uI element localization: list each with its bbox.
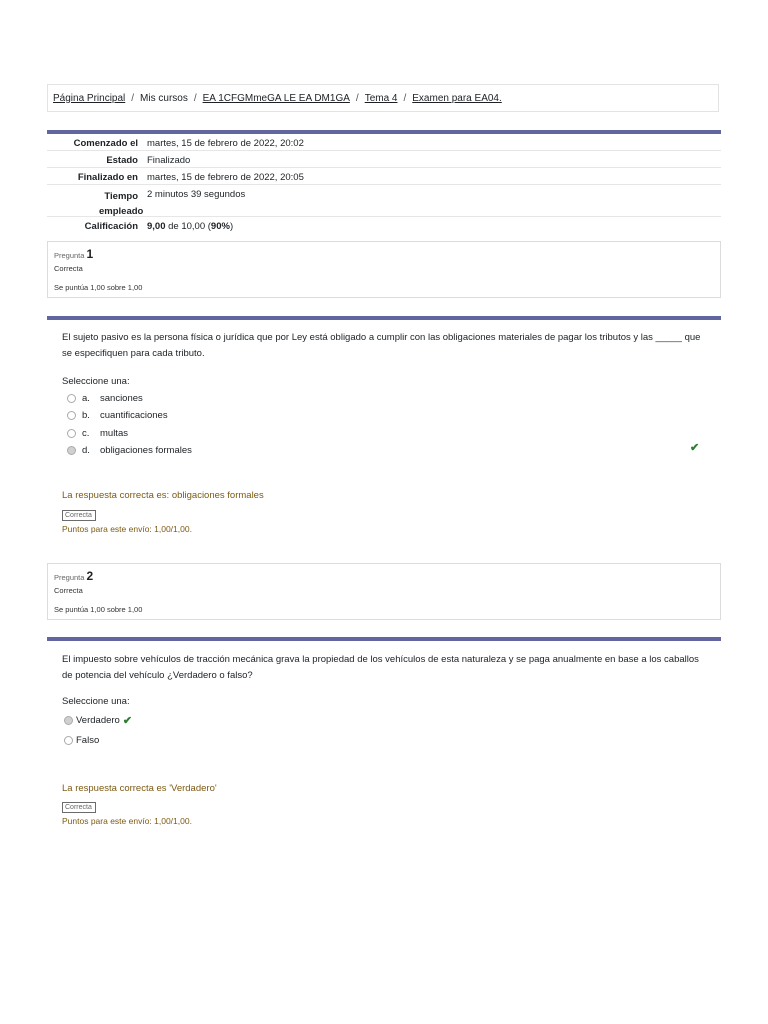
- option-text: cuantificaciones: [100, 410, 168, 421]
- radio-button-selected[interactable]: [67, 446, 76, 455]
- option-letter: a.: [82, 393, 90, 404]
- option-text: sanciones: [100, 393, 143, 404]
- question-status: Correcta: [54, 586, 83, 595]
- summary-value: martes, 15 de febrero de 2022, 20:05: [147, 172, 304, 183]
- status-badge: Correcta: [62, 510, 96, 521]
- question-text: El sujeto pasivo es la persona física o jurídica que por Ley está obligado a cumplir con las obligaciones materiales de pagar los tributos y las _____ que se especifiquen para cada tributo.: [62, 332, 701, 359]
- option-letter: d.: [82, 445, 90, 456]
- correct-check-icon: ✔: [122, 715, 133, 727]
- question-number: 1: [86, 247, 94, 261]
- breadcrumb-course-link[interactable]: EA 1CFGMmeGA LE EA DM1GA: [202, 92, 350, 104]
- option-letter: c.: [82, 428, 90, 439]
- breadcrumb-topic-link[interactable]: Tema 4: [364, 92, 398, 104]
- question-heading: [54, 247, 714, 261]
- grade-percent: 90%: [210, 221, 230, 232]
- summary-value: [147, 217, 233, 235]
- points-feedback: Puntos para este envío: 1,00/1,00.: [62, 524, 192, 534]
- summary-row-finished: [47, 168, 721, 185]
- radio-button[interactable]: [67, 394, 76, 403]
- option-text: Falso: [76, 735, 100, 746]
- question-body-1: [47, 316, 721, 536]
- question-heading: [54, 569, 714, 583]
- question-status: Correcta: [54, 264, 83, 273]
- breadcrumb-separator: /: [193, 92, 197, 104]
- summary-row-grade: [47, 217, 721, 235]
- summary-row-time: [47, 185, 721, 217]
- option-text: Verdadero: [76, 715, 120, 726]
- summary-label: Calificación: [84, 221, 138, 232]
- breadcrumb-exam-link[interactable]: Examen para EA04.: [412, 92, 502, 104]
- right-answer-feedback: La respuesta correcta es: obligaciones formales: [62, 490, 264, 501]
- answer-option-c[interactable]: [67, 428, 128, 439]
- summary-label: Tiempo empleado: [99, 191, 144, 217]
- question-score: Se puntúa 1,00 sobre 1,00: [54, 605, 143, 614]
- attempt-summary-table: [47, 130, 721, 235]
- summary-value: martes, 15 de febrero de 2022, 20:02: [147, 138, 304, 149]
- grade-close: ): [229, 221, 234, 232]
- question-number: 2: [86, 569, 94, 583]
- right-answer-feedback: La respuesta correcta es 'Verdadero': [62, 783, 217, 794]
- question-info-1: [47, 241, 721, 298]
- summary-label: Finalizado en: [77, 172, 138, 183]
- radio-button[interactable]: [67, 429, 76, 438]
- answer-option-false[interactable]: [64, 735, 99, 746]
- grade-max: de 10,00 (: [165, 221, 211, 232]
- radio-button[interactable]: [67, 411, 76, 420]
- summary-label: Comenzado el: [73, 138, 138, 149]
- answer-option-true[interactable]: [64, 714, 132, 727]
- grade-value: 9,00: [147, 221, 166, 232]
- answer-option-d[interactable]: [67, 445, 192, 456]
- status-badge: Correcta: [62, 802, 96, 813]
- question-label: Pregunta: [54, 573, 85, 582]
- question-label: Pregunta: [54, 251, 85, 260]
- option-text: obligaciones formales: [100, 445, 192, 456]
- summary-row-started: [47, 134, 721, 151]
- question-prompt: Seleccione una:: [62, 696, 130, 707]
- radio-button[interactable]: [64, 736, 73, 745]
- points-feedback: Puntos para este envío: 1,00/1,00.: [62, 816, 192, 826]
- correct-check-icon: ✔: [690, 442, 700, 454]
- breadcrumb-home-link[interactable]: Página Principal: [53, 92, 126, 104]
- option-letter: b.: [82, 410, 90, 421]
- breadcrumb-separator: /: [131, 92, 135, 104]
- breadcrumb-separator: /: [403, 92, 407, 104]
- question-info-2: [47, 563, 721, 620]
- answer-option-a[interactable]: [67, 393, 143, 404]
- question-score: Se puntúa 1,00 sobre 1,00: [54, 283, 143, 292]
- answer-option-b[interactable]: [67, 410, 168, 421]
- question-text: El impuesto sobre vehículos de tracción mecánica grava la propiedad de los vehículos de esta naturaleza y se paga anualmente en base a los caballos de potencia del vehículo ¿Verdadero o falso?: [62, 654, 699, 681]
- summary-value: Finalizado: [147, 155, 191, 166]
- option-text: multas: [100, 428, 128, 439]
- question-body-2: [47, 637, 721, 837]
- question-prompt: Seleccione una:: [62, 376, 130, 387]
- summary-value: 2 minutos 39 segundos: [147, 189, 246, 200]
- summary-label: Estado: [106, 155, 138, 166]
- breadcrumb: [47, 84, 719, 112]
- summary-row-state: [47, 151, 721, 168]
- breadcrumb-separator: /: [355, 92, 359, 104]
- breadcrumb-my-courses[interactable]: Mis cursos: [140, 92, 188, 104]
- radio-button-selected[interactable]: [64, 716, 73, 725]
